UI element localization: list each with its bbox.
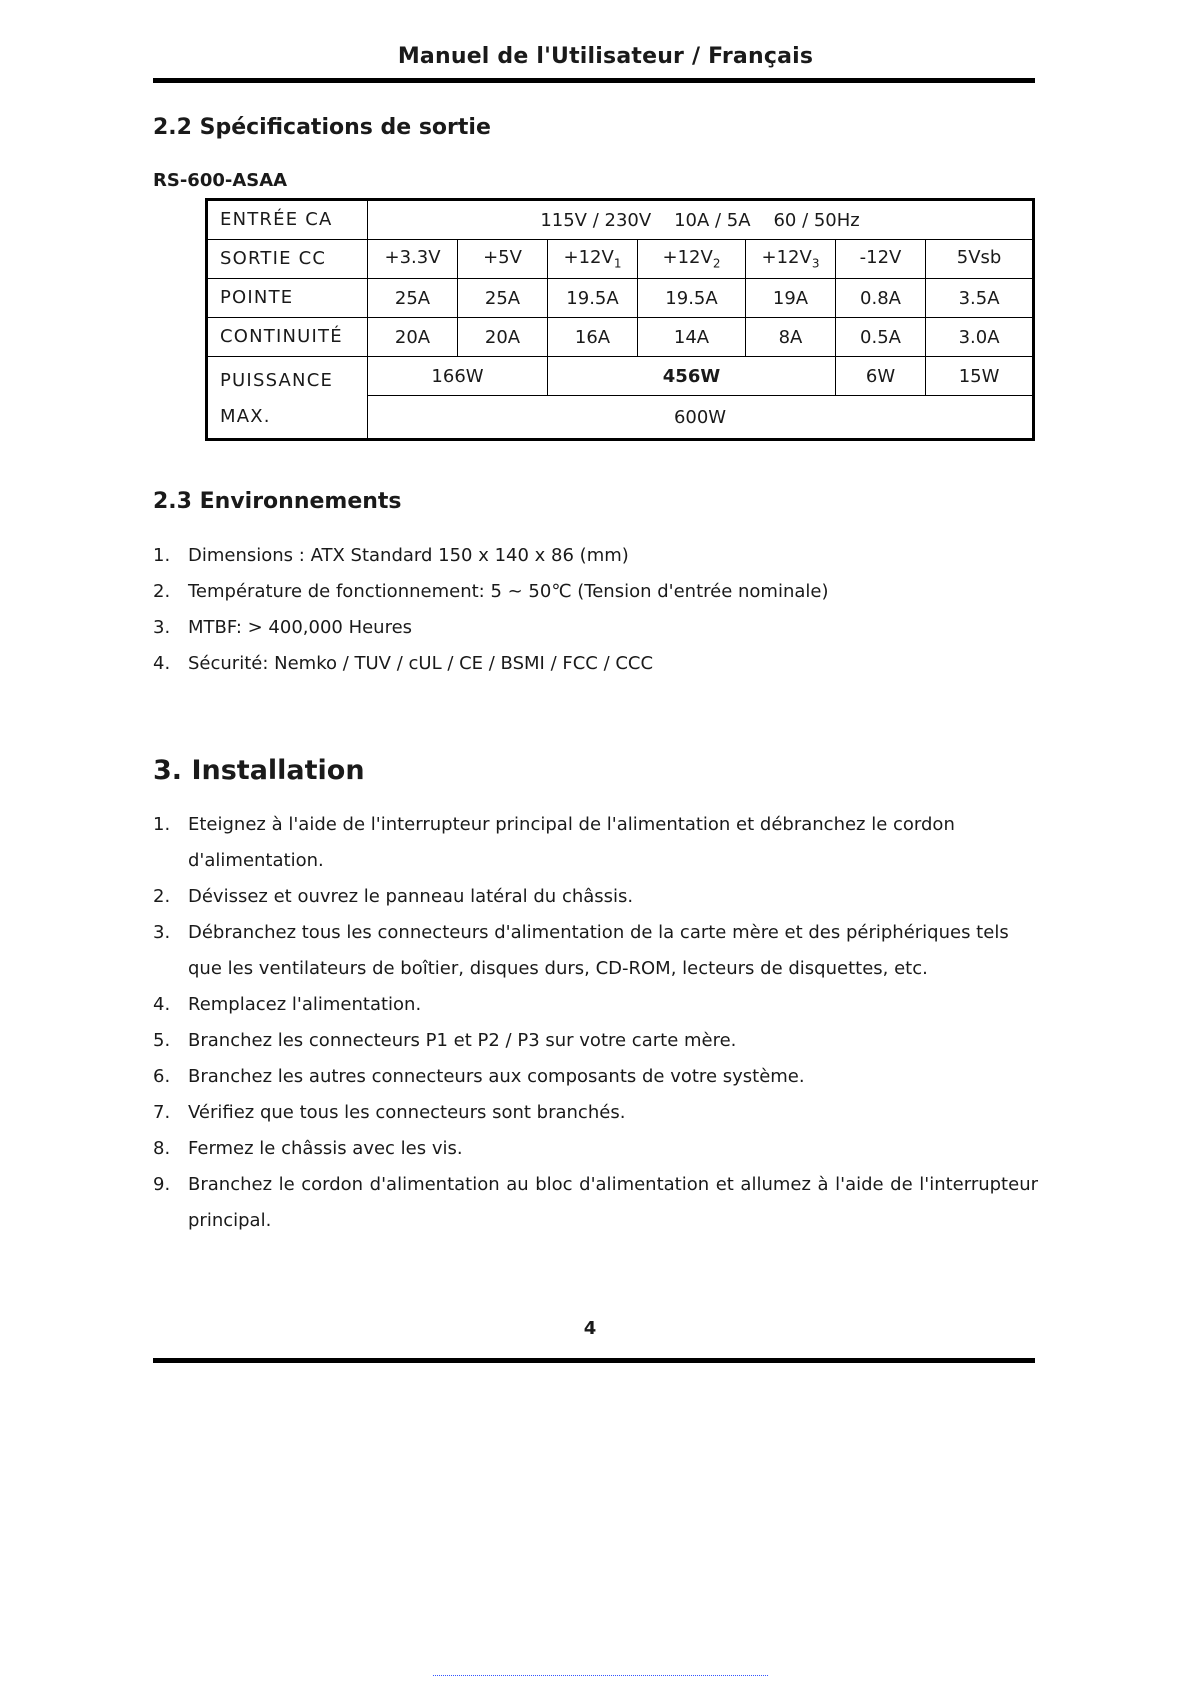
bottom-link-underline	[433, 1675, 768, 1676]
output-spec-table	[205, 198, 1035, 441]
max-power-cell: 456W	[548, 357, 836, 396]
list-item: 8. Fermez le châssis avec les vis.	[153, 1138, 463, 1159]
section-2-3-heading: 2.3 Environnements	[153, 489, 402, 514]
peak-cell: 25A	[368, 279, 458, 318]
list-item: 3. MTBF: > 400,000 Heures	[153, 617, 413, 638]
peak-cell: 19.5A	[548, 279, 638, 318]
footer-rule	[153, 1358, 1035, 1363]
table-row-max-power	[207, 357, 1034, 396]
section-2-2-heading: 2.2 Spécifications de sortie	[153, 115, 491, 140]
rail-cell: $+12V_3$	[746, 240, 836, 279]
continuous-cell: 3.0A	[926, 318, 1034, 357]
list-item: 1. Eteignez à l'aide de l'interrupteur principal de l'alimentation et débranchez le cordon d'alimentation.	[153, 814, 955, 871]
table-row-input	[207, 200, 1034, 240]
continuous-label: CONTINUITÉ	[207, 318, 368, 357]
list-item: 9. Branchez le cordon d'alimentation au bloc d'alimentation et allumez à l'aide de l'interrupteur principal.	[153, 1174, 1038, 1231]
continuous-cell: 14A	[638, 318, 746, 357]
list-item: 2. Température de fonctionnement: 5 ~ 50℃ (Tension d'entrée nominale)	[153, 581, 829, 602]
max-power-cell: 6W	[836, 357, 926, 396]
table-row-output	[207, 240, 1034, 279]
total-power-cell: 600W	[368, 396, 1034, 440]
page-header-title: Manuel de l'Utilisateur / Français	[397, 44, 814, 69]
peak-cell: 25A	[458, 279, 548, 318]
rail-cell: +5V	[458, 240, 548, 279]
peak-label: POINTE	[207, 279, 368, 318]
continuous-cell: 0.5A	[836, 318, 926, 357]
rail-cell: -12V	[836, 240, 926, 279]
max-power-label	[207, 357, 368, 440]
list-item: 7. Vérifiez que tous les connecteurs sont branchés.	[153, 1102, 626, 1123]
output-label: SORTIE CC	[207, 240, 368, 279]
peak-cell: 3.5A	[926, 279, 1034, 318]
table-row-peak	[207, 279, 1034, 318]
model-label: RS-600-ASAA	[153, 170, 288, 191]
rail-cell: 5Vsb	[926, 240, 1034, 279]
installation-list	[153, 807, 1038, 1239]
rail-cell: +3.3V	[368, 240, 458, 279]
max-power-label-line1: PUISSANCE	[220, 370, 334, 391]
page-number: 4	[583, 1318, 597, 1339]
continuous-cell: 8A	[746, 318, 836, 357]
list-item: 1. Dimensions : ATX Standard 150 x 140 x 86 (mm)	[153, 545, 629, 566]
max-power-cell: 166W	[368, 357, 548, 396]
section-3-heading: 3. Installation	[153, 755, 365, 786]
header-rule	[153, 78, 1035, 83]
continuous-cell: 20A	[368, 318, 458, 357]
max-power-cell: 15W	[926, 357, 1034, 396]
continuous-cell: 20A	[458, 318, 548, 357]
peak-cell: 19A	[746, 279, 836, 318]
input-label: ENTRÉE CA	[207, 200, 368, 240]
table-row-continuous	[207, 318, 1034, 357]
list-item: 2. Dévissez et ouvrez le panneau latéral du châssis.	[153, 886, 634, 907]
list-item: 4. Sécurité: Nemko / TUV / cUL / CE / BSMI / FCC / CCC	[153, 653, 654, 674]
rail-cell: $+12V_1$	[548, 240, 638, 279]
peak-cell: 0.8A	[836, 279, 926, 318]
peak-cell: 19.5A	[638, 279, 746, 318]
continuous-cell: 16A	[548, 318, 638, 357]
list-item: 6. Branchez les autres connecteurs aux composants de votre système.	[153, 1066, 805, 1087]
list-item: 4. Remplacez l'alimentation.	[153, 994, 422, 1015]
rail-cell: $+12V_2$	[638, 240, 746, 279]
input-value: 115V / 230V 10A / 5A 60 / 50Hz	[368, 200, 1034, 240]
list-item: 5. Branchez les connecteurs P1 et P2 / P3 sur votre carte mère.	[153, 1030, 737, 1051]
list-item: 3. Débranchez tous les connecteurs d'alimentation de la carte mère et des périphériques tels que les ventilateurs de boîtier, disques durs, CD-ROM, lecteurs de disquettes, etc.	[153, 922, 1009, 979]
max-power-label-line2: MAX.	[220, 406, 271, 427]
environment-list	[153, 538, 1038, 682]
